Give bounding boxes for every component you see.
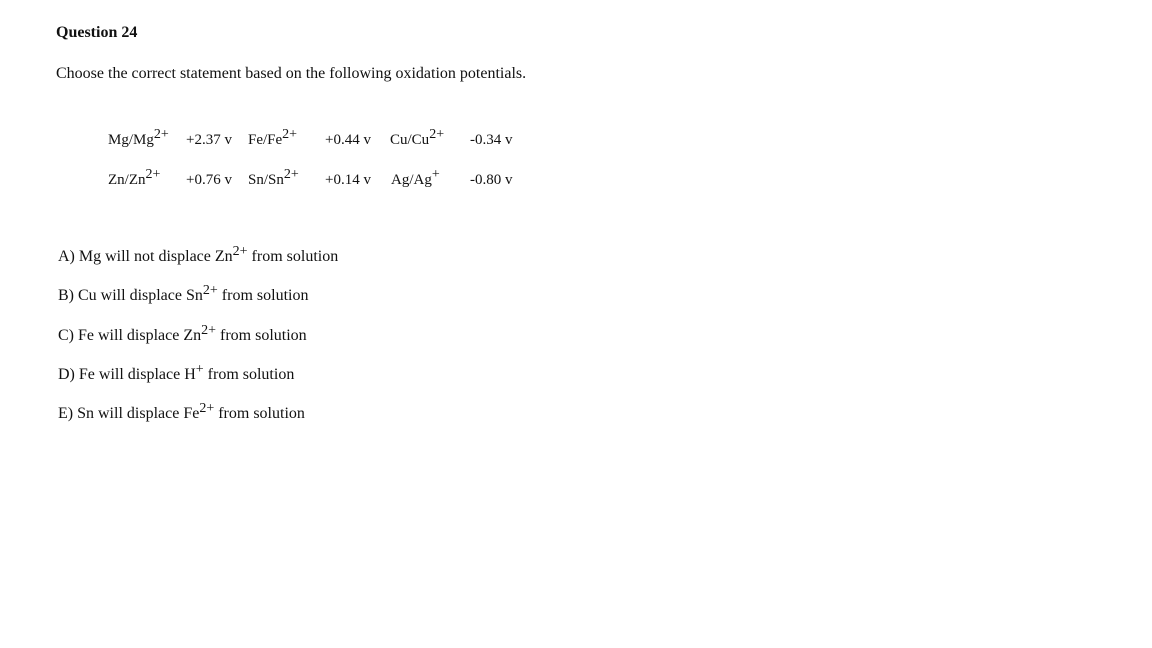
answer-option-d[interactable]: D) Fe will displace H+ from solution [58, 361, 295, 383]
answer-option-a[interactable]: A) Mg will not displace $Zn^{2+}$ from solution [58, 244, 339, 265]
potential-value: +0.44 v [325, 132, 371, 148]
answer-option-c[interactable]: C) Fe will displace $Zn^{2+}$ from solution [58, 322, 307, 344]
potential-value: +0.76 v [186, 172, 232, 188]
couple-label: $Sn/Sn^{2+}$ [248, 167, 299, 188]
question-prompt: Choose the correct statement based on the following oxidation potentials. [56, 65, 527, 82]
answer-option-e[interactable]: E) Sn will displace $Fe^{2+}$ from solution [58, 401, 305, 423]
potential-value: +2.37 v [186, 132, 232, 148]
couple-label: $Zn/Zn^{2+}$ [108, 167, 161, 188]
potential-value: +0.14 v [325, 172, 371, 188]
answer-options [58, 244, 339, 444]
couple-label: $Cu/Cu^{2+}$ [390, 127, 445, 148]
potential-value: -0.80 v [470, 172, 513, 188]
question-title: Question 24 [56, 24, 138, 41]
couple-label: $Mg/Mg^{2+}$ [108, 127, 169, 148]
answer-option-b[interactable]: B) Cu will displace $Sn^{2+}$ from solution [58, 283, 309, 305]
couple-label: Ag/Ag+ [391, 167, 440, 188]
couple-label: $Fe/Fe^{2+}$ [248, 127, 298, 148]
potential-value: -0.34 v [470, 132, 513, 148]
